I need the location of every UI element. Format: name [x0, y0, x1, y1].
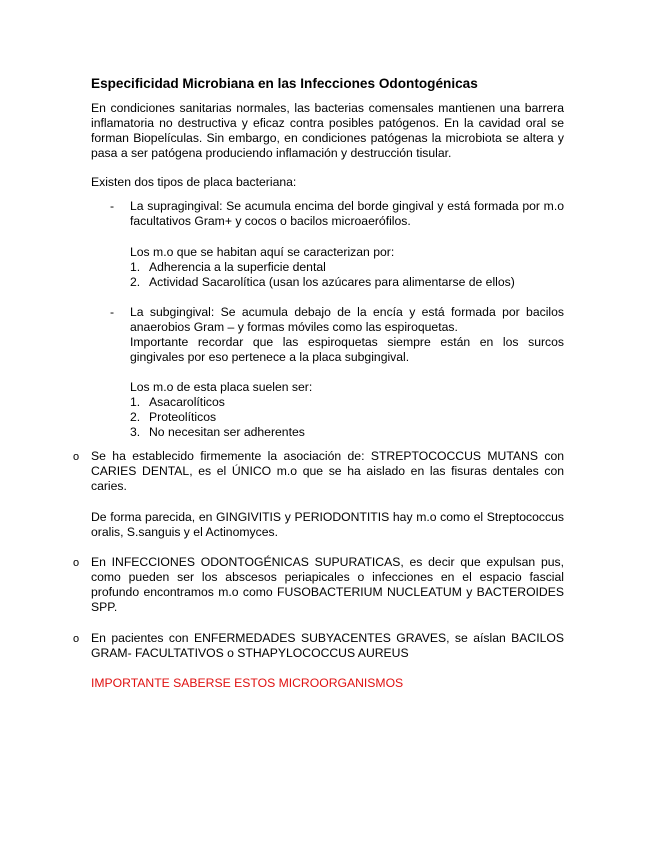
bullet-marker: o	[73, 633, 80, 645]
list-text: Adherencia a la superficie dental	[149, 260, 326, 274]
subgingival-text: La subgingival: Se acumula debajo de la encía y está formada por bacilos anaerobios Gram – y formas móviles como las espiroquetas.	[130, 305, 564, 334]
bullet-enfermedades: En pacientes con ENFERMEDADES SUBYACENTES GRAVES, se aíslan BACILOS GRAM- FACULTATIVOS o STHAPYLOCOCCUS AUREUS	[91, 631, 564, 660]
bullet-streptococcus: Se ha establecido firmemente la asociación de: STREPTOCOCCUS MUTANS con CARIES DENTAL, es el ÚNICO m.o que se ha aislado en las fisuras dentales con caries.	[91, 449, 564, 493]
bullet-streptococcus-extra: De forma parecida, en GINGIVITIS y PERIODONTITIS hay m.o como el Streptococcus oralis, S.sanguis y el Actinomyces.	[91, 510, 564, 539]
list-number: 2.	[130, 275, 141, 289]
bullet-marker: o	[73, 451, 80, 463]
list-item	[130, 275, 564, 290]
list-number: 2.	[130, 410, 141, 424]
bullet-supurativas: En INFECCIONES ODONTOGÉNICAS SUPURATICAS, es decir que expulsan pus, como pueden ser los abscesos periapicales o infecciones en el espacio fascial profundo encontramos m.o como FUSOBACTERIUM NUCLEATUM y BACTEROIDES SPP.	[91, 555, 564, 614]
bullet-marker: o	[73, 557, 80, 569]
list-item	[130, 410, 564, 425]
list-number: 1.	[130, 260, 141, 274]
list-number: 1.	[130, 395, 141, 409]
subgingival-traits-intro: Los m.o de esta placa suelen ser:	[130, 380, 313, 394]
important-note: IMPORTANTE SABERSE ESTOS MICROORGANISMOS	[91, 676, 404, 690]
subgingival-note: Importante recordar que las espiroquetas siempre están en los surcos gingivales por eso pertenece a la placa subgingival.	[130, 335, 564, 364]
page-title: Especificidad Microbiana en las Infecciones Odontogénicas	[91, 76, 478, 91]
supragingival-traits-intro: Los m.o que se habitan aquí se caracterizan por:	[130, 245, 395, 259]
list-text: Proteolíticos	[149, 410, 217, 424]
list-item	[130, 395, 564, 410]
list-text: Actividad Sacarolítica (usan los azúcares para alimentarse de ellos)	[149, 275, 515, 289]
dash-marker-subgingival: -	[110, 305, 115, 319]
list-text: Asacarolíticos	[149, 395, 225, 409]
list-number: 3.	[130, 425, 141, 439]
list-text: No necesitan ser adherentes	[149, 425, 305, 439]
supragingival-text: La supragingival: Se acumula encima del borde gingival y está formada por m.o facultativos Gram+ y cocos o bacilos microaerófilos.	[130, 199, 564, 228]
list-item	[130, 260, 564, 275]
list-item	[130, 425, 564, 440]
intro-paragraph: En condiciones sanitarias normales, las bacterias comensales mantienen una barrera inflamatoria no destructiva y eficaz contra posibles patógenos. En la cavidad oral se forman Biopelículas. Sin embargo, en condiciones patógenas la microbiota se altera y pasa a ser patógena produciendo inflamación y destrucción tisular.	[91, 101, 564, 160]
dash-marker-supragingival: -	[110, 199, 115, 213]
plaque-intro: Existen dos tipos de placa bacteriana:	[91, 175, 297, 189]
